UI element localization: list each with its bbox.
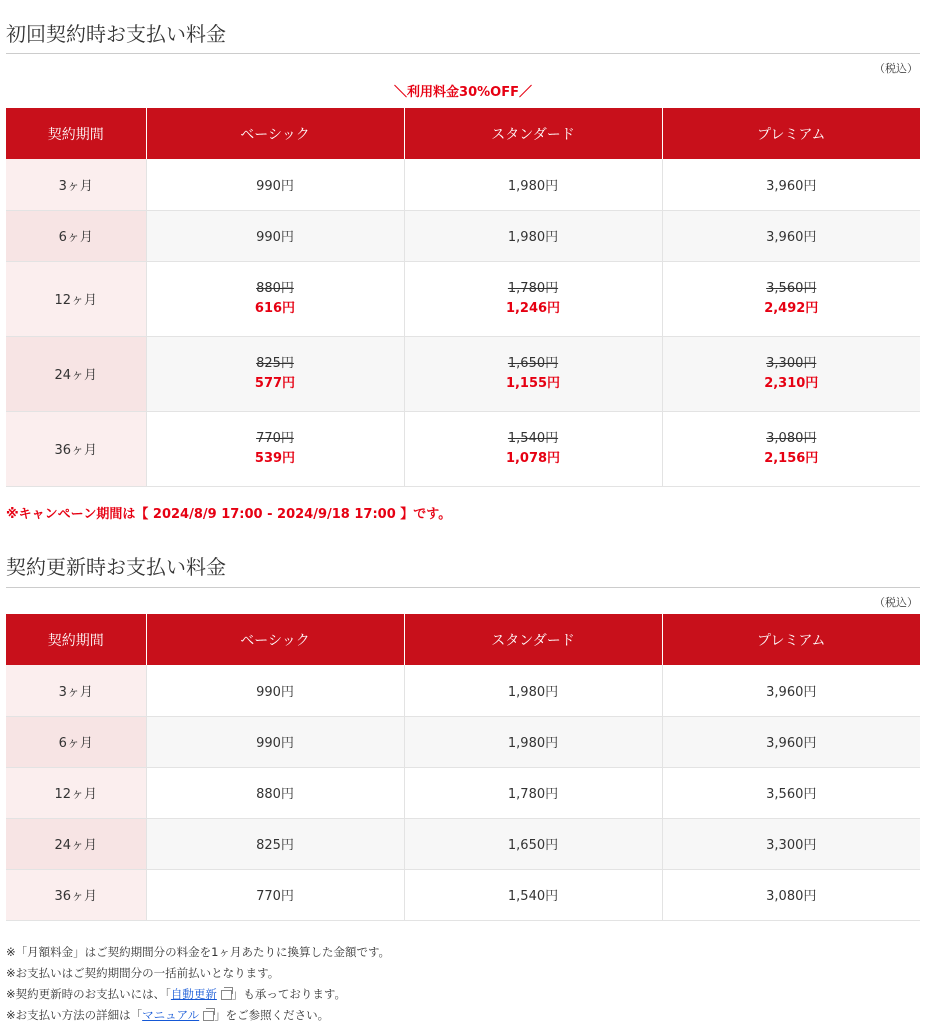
initial-tax-note: （税込） — [874, 62, 918, 75]
period-cell: 36ヶ月 — [6, 869, 146, 920]
price-cell-premium: 3,960円 — [662, 210, 920, 261]
price-cell-basic: 990円 — [146, 716, 404, 767]
discount-price: 1,246円 — [505, 300, 561, 316]
note-text: 」をご参照ください。 — [214, 1008, 330, 1022]
period-cell: 3ヶ月 — [6, 665, 146, 716]
table-row — [6, 159, 920, 210]
price-cell-basic: 990円 — [146, 210, 404, 261]
note-prepayment: ※お支払いはご契約期間分の一括前払いとなります。 — [6, 966, 280, 980]
table-row — [6, 767, 920, 818]
price-cell-premium — [662, 261, 920, 336]
discount-price: 577円 — [254, 375, 296, 391]
period-cell: 12ヶ月 — [6, 261, 146, 336]
table-row — [6, 210, 920, 261]
price-cell-standard: 1,650円 — [404, 818, 662, 869]
price-cell-basic: 825円 — [146, 818, 404, 869]
period-cell: 24ヶ月 — [6, 818, 146, 869]
table-row — [6, 411, 920, 486]
renewal-section-title: 契約更新時お支払い料金 — [6, 555, 226, 579]
campaign-discount-banner: ＼利用料金30%OFF／ — [394, 85, 532, 100]
price-cell-basic — [146, 336, 404, 411]
price-cell-standard — [404, 261, 662, 336]
period-cell: 6ヶ月 — [6, 210, 146, 261]
price-cell-standard: 1,540円 — [404, 869, 662, 920]
external-link-icon — [203, 1011, 214, 1021]
price-cell-premium — [662, 336, 920, 411]
note-text: ※お支払い方法の詳細は「 — [6, 1008, 143, 1022]
regular-price: 1,780円 — [507, 280, 559, 296]
discount-price: 539円 — [254, 450, 296, 466]
header-standard: スタンダード — [404, 108, 662, 159]
price-cell-premium: 3,960円 — [662, 665, 920, 716]
note-payment-method — [6, 1005, 390, 1026]
table-row — [6, 869, 920, 920]
regular-price: 3,080円 — [766, 430, 817, 446]
price-cell-basic: 880円 — [146, 767, 404, 818]
header-premium: プレミアム — [662, 108, 920, 159]
header-period: 契約期間 — [6, 614, 146, 665]
price-cell-standard — [404, 411, 662, 486]
price-cell-standard: 1,780円 — [404, 767, 662, 818]
auto-renewal-link[interactable]: 自動更新 — [170, 987, 217, 1001]
discount-price: 1,155円 — [505, 375, 561, 391]
table-row — [6, 336, 920, 411]
campaign-period-note: ※キャンペーン期間は【 2024/8/9 17:00 - 2024/9/18 17:00 】です。 — [6, 507, 452, 522]
period-cell: 6ヶ月 — [6, 716, 146, 767]
table-row — [6, 818, 920, 869]
manual-link[interactable]: マニュアル — [142, 1008, 200, 1022]
price-cell-premium: 3,300円 — [662, 818, 920, 869]
external-link-icon — [221, 990, 232, 1000]
price-cell-basic — [146, 261, 404, 336]
price-cell-premium: 3,560円 — [662, 767, 920, 818]
regular-price: 1,540円 — [507, 430, 559, 446]
price-cell-standard: 1,980円 — [404, 716, 662, 767]
table-header-row — [6, 108, 920, 159]
price-cell-basic: 990円 — [146, 159, 404, 210]
price-cell-basic: 990円 — [146, 665, 404, 716]
renewal-price-table — [6, 614, 920, 921]
header-premium: プレミアム — [662, 614, 920, 665]
price-cell-standard: 1,980円 — [404, 159, 662, 210]
regular-price: 825円 — [256, 355, 294, 371]
table-row — [6, 665, 920, 716]
price-cell-standard — [404, 336, 662, 411]
header-standard: スタンダード — [404, 614, 662, 665]
initial-section-title: 初回契約時お支払い料金 — [6, 22, 226, 46]
discount-price: 2,492円 — [764, 300, 819, 316]
header-period: 契約期間 — [6, 108, 146, 159]
header-basic: ベーシック — [146, 614, 404, 665]
price-cell-standard: 1,980円 — [404, 210, 662, 261]
price-cell-basic: 770円 — [146, 869, 404, 920]
period-cell: 36ヶ月 — [6, 411, 146, 486]
price-cell-premium: 3,960円 — [662, 716, 920, 767]
renewal-section-divider — [6, 587, 920, 588]
footnotes — [6, 942, 390, 1026]
regular-price: 1,650円 — [507, 355, 559, 371]
note-auto-renewal — [6, 984, 390, 1005]
discount-price: 2,156円 — [764, 450, 819, 466]
regular-price: 770円 — [256, 430, 294, 446]
header-basic: ベーシック — [146, 108, 404, 159]
price-cell-standard: 1,980円 — [404, 665, 662, 716]
price-cell-premium: 3,080円 — [662, 869, 920, 920]
discount-price: 2,310円 — [764, 375, 819, 391]
discount-price: 616円 — [254, 300, 296, 316]
regular-price: 880円 — [256, 280, 294, 296]
table-row — [6, 716, 920, 767]
note-text: ※契約更新時のお支払いには、「 — [6, 987, 171, 1001]
table-row — [6, 261, 920, 336]
discount-price: 1,078円 — [505, 450, 561, 466]
period-cell: 3ヶ月 — [6, 159, 146, 210]
regular-price: 3,300円 — [766, 355, 817, 371]
initial-section-divider — [6, 53, 920, 54]
renewal-tax-note: （税込） — [874, 596, 918, 609]
regular-price: 3,560円 — [766, 280, 817, 296]
period-cell: 24ヶ月 — [6, 336, 146, 411]
price-cell-basic — [146, 411, 404, 486]
price-cell-premium — [662, 411, 920, 486]
note-text: 」も承っております。 — [231, 987, 346, 1001]
period-cell: 12ヶ月 — [6, 767, 146, 818]
price-cell-premium: 3,960円 — [662, 159, 920, 210]
note-monthly-fee: ※「月額料金」はご契約期間分の料金を1ヶ月あたりに換算した金額です。 — [6, 945, 391, 959]
initial-price-table — [6, 108, 920, 487]
table-header-row — [6, 614, 920, 665]
